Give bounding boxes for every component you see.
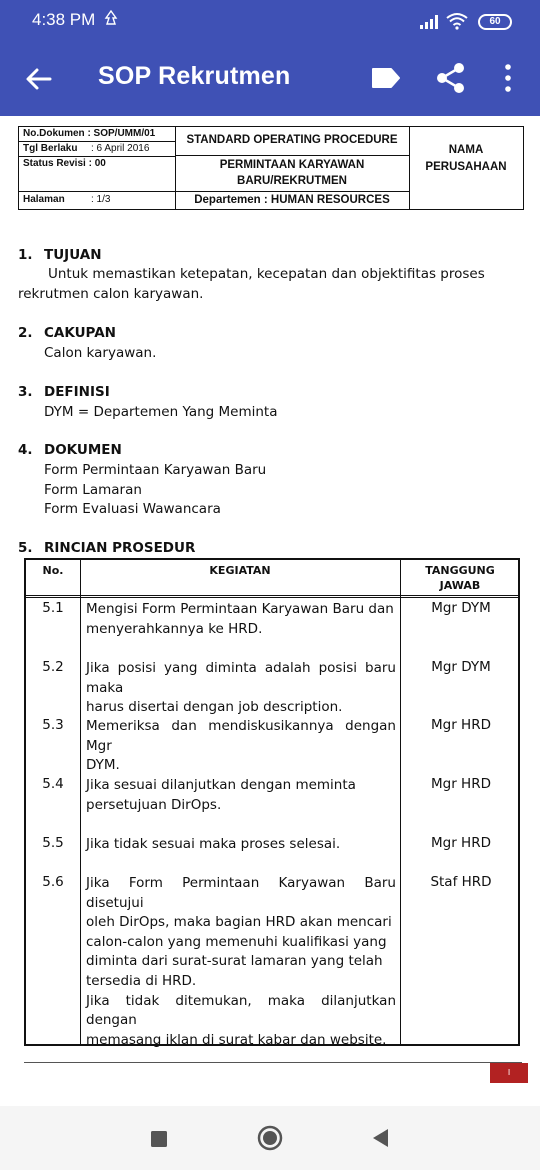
revision-status: Status Revisi : 00 — [23, 158, 106, 169]
section-title: DOKUMEN — [44, 442, 122, 458]
notification-icon — [104, 10, 118, 30]
activity-line: tersedia di HRD. — [86, 972, 197, 989]
section-title: DEFINISI — [44, 384, 110, 400]
system-nav-bar — [0, 1106, 540, 1170]
row-responsible: Mgr HRD — [431, 717, 491, 733]
status-time: 4:38 PM — [32, 10, 96, 29]
page-label: Halaman — [23, 194, 65, 205]
section-heading — [18, 247, 102, 263]
section-number: 2. — [18, 325, 33, 341]
square-icon[interactable] — [150, 1130, 168, 1152]
section-title: TUJUAN — [44, 247, 102, 263]
more-vert-icon[interactable] — [498, 62, 518, 94]
sop-department: Departemen : HUMAN RESOURCES — [194, 194, 390, 206]
col-header-resp-line1: TANGGUNG — [425, 564, 495, 577]
activity-line: memasang iklan di surat kabar dan website. — [86, 1031, 387, 1048]
section-title: RINCIAN PROSEDUR — [44, 540, 196, 556]
row-responsible: Mgr HRD — [431, 835, 491, 851]
row-activity — [86, 835, 396, 855]
valid-date-label: Tgl Berlaku — [23, 143, 78, 154]
section-dokumen — [18, 442, 122, 458]
cakupan-line1: Calon karyawan. — [44, 345, 157, 361]
dokumen-item: Form Permintaan Karyawan Baru — [44, 462, 267, 478]
section-heading — [18, 325, 116, 341]
section-title: CAKUPAN — [44, 325, 116, 341]
section-heading — [18, 540, 195, 556]
row-activity — [86, 874, 396, 1050]
section-number: 1. — [18, 247, 33, 263]
activity-line: harus disertai dengan job description. — [86, 699, 343, 716]
document-header-table — [18, 126, 524, 210]
row-number: 5.3 — [42, 717, 64, 733]
page-value: : 1/3 — [91, 194, 111, 205]
doc-number: No.Dokumen : SOP/UMM/01 — [23, 128, 156, 139]
col-header-resp-line2: JAWAB — [439, 579, 481, 592]
procedure-table — [24, 558, 520, 1046]
activity-line: Memeriksa dan mendiskusikannya dengan Mgr — [86, 718, 396, 754]
activity-line: Jika posisi yang diminta adalah posisi baru maka — [86, 660, 396, 696]
signal-icon — [420, 14, 440, 33]
tujuan-line2: rekrutmen calon karyawan. — [18, 286, 204, 302]
company-name-line2: PERUSAHAAN — [425, 161, 507, 173]
app-bar — [0, 40, 540, 116]
row-number: 5.5 — [42, 835, 64, 851]
section-cakupan — [18, 325, 116, 341]
row-number: 5.4 — [42, 776, 64, 792]
valid-date-value: : 6 April 2016 — [91, 143, 150, 154]
page-title: SOP Rekrutmen — [98, 62, 291, 90]
row-number: 5.1 — [42, 600, 64, 616]
share-icon[interactable] — [436, 62, 466, 94]
dokumen-item: Form Evaluasi Wawancara — [44, 501, 221, 517]
sop-title: STANDARD OPERATING PROCEDURE — [186, 134, 398, 146]
row-responsible: Mgr DYM — [431, 600, 491, 616]
activity-line: DYM. — [86, 757, 120, 774]
col-header-no: No. — [42, 564, 64, 577]
activity-line: menyerahkannya ke HRD. — [86, 620, 263, 637]
footer-rule — [24, 1062, 522, 1063]
row-activity — [86, 659, 396, 718]
section-heading — [18, 384, 110, 400]
status-bar — [0, 0, 540, 40]
dokumen-item: Form Lamaran — [44, 482, 142, 498]
sop-subject-line1: PERMINTAAN KARYAWAN — [219, 159, 365, 171]
section-number: 4. — [18, 442, 33, 458]
section-definisi — [18, 384, 110, 400]
definisi-line1: DYM = Departemen Yang Meminta — [44, 404, 278, 420]
activity-line: Jika sesuai dilanjutkan dengan meminta — [86, 777, 356, 793]
section-number: 3. — [18, 384, 33, 400]
section-number: 5. — [18, 540, 33, 556]
circle-icon[interactable] — [257, 1125, 283, 1155]
activity-line: Jika Form Permintaan Karyawan Baru disetujui — [86, 875, 396, 911]
activity-line: Jika tidak sesuai maka proses selesai. — [86, 836, 341, 852]
arrow-left-icon[interactable] — [24, 64, 54, 94]
triangle-back-icon[interactable] — [371, 1128, 389, 1152]
wifi-icon — [446, 12, 468, 34]
row-number: 5.2 — [42, 659, 64, 675]
label-icon[interactable] — [370, 66, 402, 90]
row-number: 5.6 — [42, 874, 64, 890]
row-activity — [86, 776, 396, 815]
row-activity — [86, 717, 396, 776]
sop-subject-line2: BARU/REKRUTMEN — [237, 175, 347, 187]
company-name-line1: NAMA — [448, 144, 484, 156]
section-tujuan — [18, 247, 102, 263]
activity-line: oleh DirOps, maka bagian HRD akan mencari — [86, 914, 392, 931]
document-page[interactable] — [0, 116, 540, 1106]
page-marker: I — [490, 1063, 528, 1083]
row-responsible: Staf HRD — [430, 874, 492, 890]
col-header-activity: KEGIATAN — [209, 564, 271, 577]
tujuan-line1: Untuk memastikan ketepatan, kecepatan dan objektifitas proses — [48, 266, 485, 282]
activity-line: calon-calon yang memenuhi kualifikasi yang — [86, 933, 387, 950]
row-activity — [86, 600, 396, 639]
activity-line: Jika tidak ditemukan, maka dilanjutkan dengan — [86, 992, 396, 1029]
battery-indicator: 60 — [478, 14, 512, 30]
activity-line: Mengisi Form Permintaan Karyawan Baru dan — [86, 601, 394, 617]
activity-line: persetujuan DirOps. — [86, 796, 222, 813]
section-rincian — [18, 540, 195, 556]
row-responsible: Mgr HRD — [431, 776, 491, 792]
row-responsible: Mgr DYM — [431, 659, 491, 675]
activity-line: diminta dari surat-surat lamaran yang telah — [86, 953, 383, 970]
section-heading — [18, 442, 122, 458]
